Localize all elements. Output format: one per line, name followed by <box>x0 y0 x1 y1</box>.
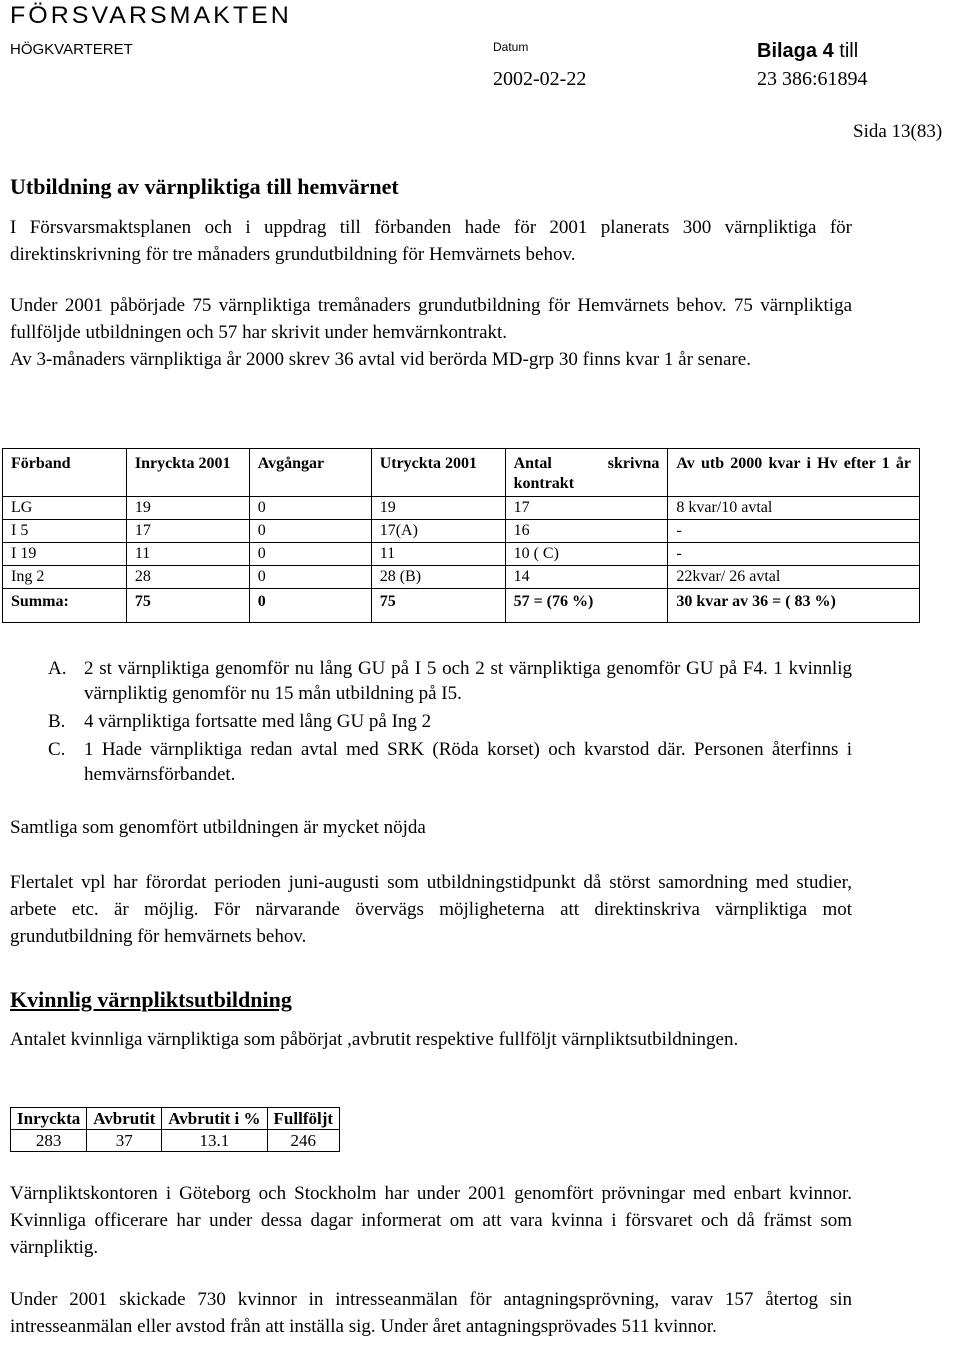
table-cell: LG <box>3 497 127 520</box>
paragraph-plan: I Försvarsmaktsplanen och i uppdrag till förbanden hade för 2001 planerats 300 värnpliktiga för direktinskrivning för tre månaders grundutbildning för Hemvärnets behov. <box>10 217 852 265</box>
table-cell: 28 <box>126 566 249 589</box>
table-row <box>3 520 920 543</box>
document-date: 2002-02-22 <box>493 68 587 90</box>
paragraph-satisfied: Samtliga som genomfört utbildningen är mycket nöjda <box>10 817 426 838</box>
table-header-cell: Utryckta 2001 <box>371 449 505 497</box>
table-header-row <box>11 1108 340 1130</box>
table-cell: 8 kvar/10 avtal <box>668 497 920 520</box>
attachment-suffix: till <box>839 40 859 62</box>
list-marker: C. <box>48 739 66 760</box>
table-cell: I 19 <box>3 543 127 566</box>
list-marker: B. <box>48 711 66 732</box>
table-cell: 0 <box>249 497 371 520</box>
table-cell: 17(A) <box>371 520 505 543</box>
table-header-row <box>3 449 920 497</box>
table-cell: 283 <box>11 1130 87 1152</box>
list-item-text: 4 värnpliktiga fortsatte med lång GU på Ing 2 <box>84 711 432 732</box>
table-row <box>11 1130 340 1152</box>
table-header-cell: Avbrutit i % <box>162 1108 267 1130</box>
table-cell: 0 <box>249 589 371 623</box>
table-cell: 11 <box>371 543 505 566</box>
list-item-text: 2 st värnpliktiga genomför nu lång GU på I 5 och 2 st värnpliktiga genomför GU på F4. 1 kvinnlig värnpliktig genomför nu 15 mån utbildning på I5. <box>84 658 852 704</box>
table-cell: 57 = (76 %) <box>505 589 668 623</box>
table-header-cell: Fullföljt <box>267 1108 340 1130</box>
org-logo-text: FÖRSVARSMAKTEN <box>10 2 292 29</box>
table-cell: 37 <box>87 1130 162 1152</box>
table-cell: 14 <box>505 566 668 589</box>
notes-list <box>48 656 852 790</box>
table-row <box>3 543 920 566</box>
list-item <box>48 737 852 787</box>
table-cell: 0 <box>249 543 371 566</box>
table-row <box>3 566 920 589</box>
attachment-label <box>757 40 858 63</box>
paragraph-recruitment-offices: Värnpliktskontoren i Göteborg och Stockholm har under 2001 genomfört prövningar med enbart kvinnor. Kvinnliga officerare har under dessa dagar informerat om att vara kvinna i försvaret och då främst som värnpliktig. <box>10 1183 852 1258</box>
date-label: Datum <box>493 40 529 54</box>
table-sum-row <box>3 589 920 623</box>
table-cell: 30 kvar av 36 = ( 83 %) <box>668 589 920 623</box>
section-heading-kvinnlig: Kvinnlig värnpliktsutbildning <box>10 987 292 1012</box>
table-cell: 11 <box>126 543 249 566</box>
table-cell: 19 <box>126 497 249 520</box>
list-item <box>48 709 852 734</box>
table-cell: 17 <box>126 520 249 543</box>
table-cell: 22kvar/ 26 avtal <box>668 566 920 589</box>
table-cell: 75 <box>126 589 249 623</box>
table-cell: - <box>668 520 920 543</box>
table-header-cell: Avgångar <box>249 449 371 497</box>
table-cell: 19 <box>371 497 505 520</box>
list-item <box>48 656 852 706</box>
table-cell: I 5 <box>3 520 127 543</box>
forband-table <box>2 448 920 623</box>
table-cell: 10 ( C) <box>505 543 668 566</box>
table-header-cell: Inryckta 2001 <box>126 449 249 497</box>
page-number: Sida 13(83) <box>853 121 943 142</box>
women-table <box>10 1107 340 1152</box>
list-marker: A. <box>48 658 67 679</box>
table-cell: - <box>668 543 920 566</box>
table-cell: Ing 2 <box>3 566 127 589</box>
paragraph-preferences: Flertalet vpl har förordat perioden juni-augusti som utbildningstidpunkt då störst samordning med studier, arbete etc. är möjlig. För närvarande övervägs möjligheterna att direktinskriva värnpliktiga mot grundutbildning för hemvärnets behov. <box>10 872 852 947</box>
attachment-name: Bilaga 4 <box>757 40 834 62</box>
table-cell: 16 <box>505 520 668 543</box>
table-cell: 75 <box>371 589 505 623</box>
table-row <box>3 497 920 520</box>
table-cell: 0 <box>249 566 371 589</box>
table-cell: Summa: <box>3 589 127 623</box>
list-item-text: 1 Hade värnpliktiga redan avtal med SRK (Röda korset) och kvarstod där. Personen återfinns i hemvärnsförbandet. <box>84 739 852 785</box>
unit-name: HÖGKVARTERET <box>10 41 133 58</box>
table-cell: 246 <box>267 1130 340 1152</box>
table-cell: 28 (B) <box>371 566 505 589</box>
paragraph-applications: Under 2001 skickade 730 kvinnor in intresseanmälan för antagningsprövning, varav 157 återtog sin intresseanmälan eller avstod från att inställa sig. Under året antagningsprövades 511 kvinnor. <box>10 1289 852 1337</box>
reference-number: 23 386:61894 <box>757 68 868 90</box>
paragraph-women-count: Antalet kvinnliga värnpliktiga som påbörjat ,avbrutit respektive fullföljt värnpliktsutbildningen. <box>10 1029 739 1050</box>
table-cell: 17 <box>505 497 668 520</box>
table-header-cell: Antal skrivna kontrakt <box>505 449 668 497</box>
table-header-cell: Förband <box>3 449 127 497</box>
paragraph-2000: Av 3-månaders värnpliktiga år 2000 skrev 36 avtal vid berörda MD-grp 30 finns kvar 1 år senare. <box>10 349 751 370</box>
paragraph-2001: Under 2001 påbörjade 75 värnpliktiga tremånaders grundutbildning för Hemvärnets behov. 75 värnpliktiga fullföljde utbildningen och 57 har skrivit under hemvärnkontrakt. <box>10 295 852 343</box>
section-heading-hemvarnet: Utbildning av värnpliktiga till hemvärnet <box>10 174 399 199</box>
table-header-cell: Inryckta <box>11 1108 87 1130</box>
table-cell: 13.1 <box>162 1130 267 1152</box>
table-header-cell: Avbrutit <box>87 1108 162 1130</box>
table-header-cell: Av utb 2000 kvar i Hv efter 1 år <box>668 449 920 497</box>
table-cell: 0 <box>249 520 371 543</box>
